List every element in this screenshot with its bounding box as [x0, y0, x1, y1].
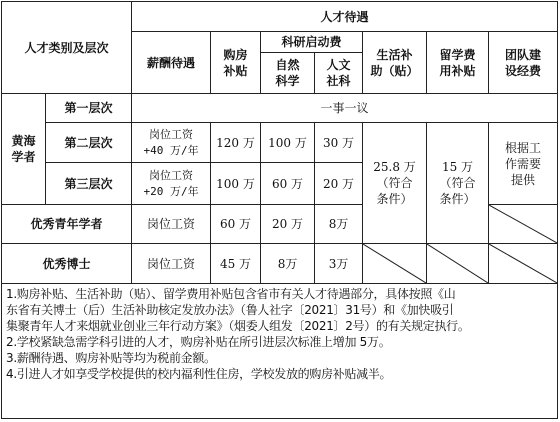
- housing-cell: 45 万: [211, 244, 261, 284]
- notes-section: [2, 284, 558, 419]
- note-line: 2.学校紧缺急需学科引进的人才，购房补贴在所引进层次标准上增加 5万。: [6, 335, 391, 349]
- team-fund-cell: 根据工 作需要 提供: [489, 123, 558, 205]
- diagonal-line: [489, 205, 557, 243]
- note-line: 4.引进人才如享受学校提供的校内福利性住房，学校发放的购房补贴减半。: [6, 367, 392, 381]
- natural-science-cell: 8万: [261, 244, 315, 284]
- header-research: 科研启动费: [261, 32, 363, 53]
- natural-science-cell: 100 万: [261, 123, 315, 163]
- empty-diagonal-cell: [489, 205, 558, 244]
- housing-cell: 100 万: [211, 163, 261, 205]
- header-housing: 购房 补贴: [211, 32, 261, 94]
- note-line: 3.薪酬待遇、购房补贴等均为税前金额。: [6, 351, 216, 365]
- empty-diagonal-cell: [489, 244, 558, 284]
- humanities-cell: 30 万: [315, 123, 363, 163]
- salary-cell: 岗位工资: [132, 244, 211, 284]
- table-row: [2, 244, 558, 284]
- header-team: 团队建 设经费: [489, 32, 558, 94]
- empty-diagonal-cell: [363, 244, 427, 284]
- level-label: 优秀青年学者: [2, 205, 132, 244]
- table-row: [2, 94, 558, 123]
- talent-benefits-table: [1, 1, 558, 419]
- humanities-cell: 20 万: [315, 163, 363, 205]
- talent-benefits-document: [1, 1, 559, 420]
- merged-negotiation-cell: 一事一议: [132, 94, 558, 123]
- header-living: 生活补 助（贴）: [363, 32, 427, 94]
- header-salary: 薪酬待遇: [132, 32, 211, 94]
- note-line: 集聚青年人才来烟就业创业三年行动方案》（烟委人组发〔2021〕2号）的有关规定执行。: [6, 319, 470, 333]
- study-abroad-cell: 15 万 （符合 条件）: [427, 123, 489, 244]
- empty-diagonal-cell: [427, 244, 489, 284]
- note-line: 1.购房补贴、生活补助（贴）、留学费用补贴包含省市有关人才待遇部分，具体按照《山: [6, 287, 456, 301]
- humanities-cell: 3万: [315, 244, 363, 284]
- header-natural-science: 自然 科学: [261, 53, 315, 94]
- level-label: 第一层次: [46, 94, 132, 123]
- note-line: 东省有关博士（后）生活补助核定发放办法》（鲁人社字〔2021〕31号）和《加快吸引: [6, 303, 454, 317]
- natural-science-cell: 60 万: [261, 163, 315, 205]
- header-study-abroad: 留学费 用补贴: [427, 32, 489, 94]
- diagonal-line: [489, 244, 557, 283]
- salary-cell: 岗位工资 +40 万/年: [132, 123, 211, 163]
- table-row: [2, 123, 558, 163]
- level-label: 第二层次: [46, 123, 132, 163]
- group-label-huanghai-scholar: 黄海 学者: [2, 94, 46, 205]
- housing-cell: 120 万: [211, 123, 261, 163]
- header-benefits: 人才待遇: [132, 2, 558, 32]
- natural-science-cell: 20 万: [261, 205, 315, 244]
- diagonal-line: [427, 244, 488, 283]
- level-label: 第三层次: [46, 163, 132, 205]
- header-humanities: 人文 社科: [315, 53, 363, 94]
- living-allowance-cell: 25.8 万 （符合 条件）: [363, 123, 427, 244]
- diagonal-line: [363, 244, 426, 283]
- housing-cell: 60 万: [211, 205, 261, 244]
- humanities-cell: 8万: [315, 205, 363, 244]
- header-category: 人才类别及层次: [2, 2, 132, 94]
- level-label: 优秀博士: [2, 244, 132, 284]
- salary-cell: 岗位工资 +20 万/年: [132, 163, 211, 205]
- salary-cell: 岗位工资: [132, 205, 211, 244]
